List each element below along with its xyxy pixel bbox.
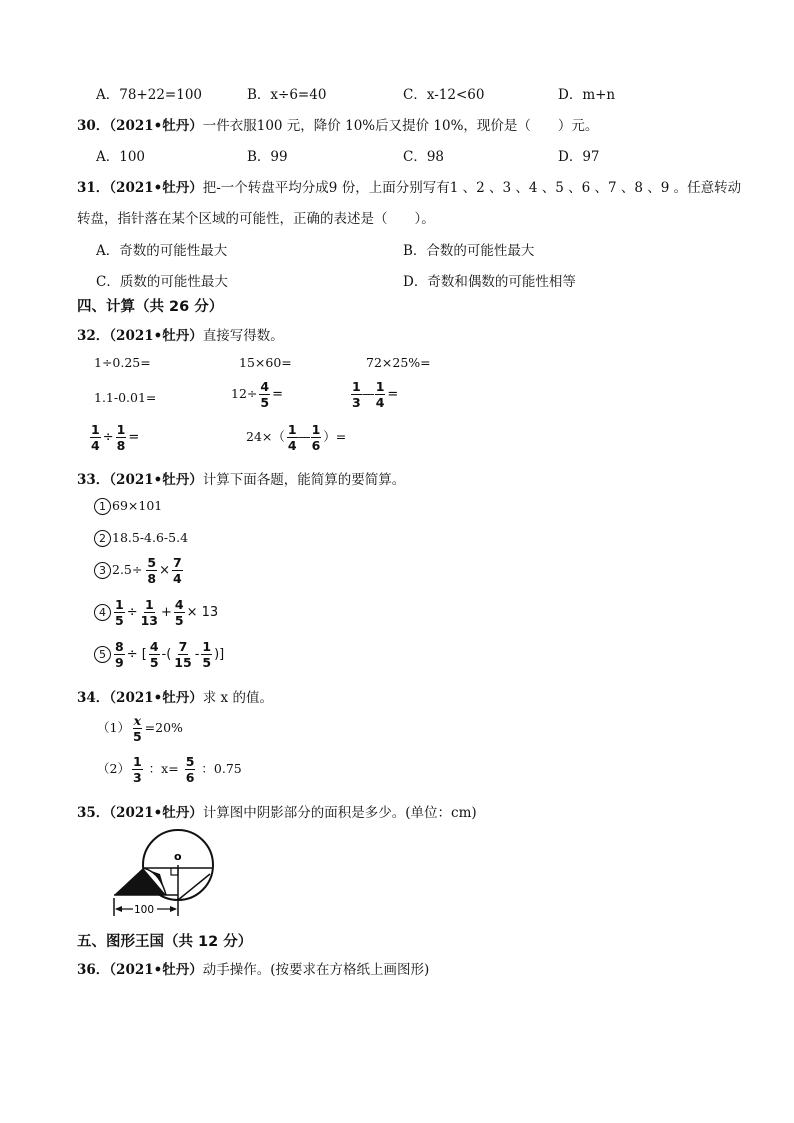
- divide: ÷: [102, 430, 114, 445]
- arrow-right-icon: [170, 906, 177, 912]
- q30-option-b: B．99: [247, 149, 288, 165]
- question-text: 直接写得数。: [202, 328, 284, 344]
- denominator: 4: [91, 438, 100, 453]
- circled-number: 4: [94, 604, 111, 621]
- fraction: [132, 755, 143, 784]
- fraction: [149, 640, 160, 669]
- circled-number: 2: [94, 530, 111, 547]
- expr-suffix: ）=: [323, 429, 347, 444]
- question-source: （2021•牡丹）: [109, 962, 203, 978]
- q33-part-5: [94, 640, 224, 669]
- denominator: 4: [375, 395, 385, 410]
- q30-option-d: D．97: [558, 149, 600, 165]
- numerator: 5: [185, 754, 195, 769]
- minus: -: [194, 647, 200, 662]
- denominator: 13: [140, 613, 159, 628]
- center-label: o: [174, 850, 182, 863]
- numerator: 1: [375, 379, 385, 394]
- numerator: 4: [174, 597, 184, 612]
- fraction: [185, 755, 196, 784]
- question-text-line1: 把-一个转盘平均分成9 份，上面分别写有1 、2 、3 、4 、5 、6 、7 、8 、9 。任意转动: [202, 180, 742, 196]
- fraction: [114, 640, 125, 669]
- question-36: [77, 958, 429, 978]
- fraction: [140, 598, 159, 627]
- question-text: 计算图中阴影部分的面积是多少。(单位：cm): [202, 805, 477, 821]
- numerator: x: [133, 713, 142, 728]
- dimension-label: 100: [134, 904, 155, 916]
- equals: =: [128, 430, 140, 445]
- circled-number: 3: [94, 562, 111, 579]
- fraction: [172, 556, 183, 585]
- question-30: [77, 114, 598, 134]
- denominator: 3: [132, 770, 142, 785]
- fraction: [173, 640, 192, 669]
- q29-option-b: B．x÷6=40: [247, 87, 327, 103]
- fraction: [90, 423, 101, 452]
- question-text: 计算下面各题，能简算的要简算。: [202, 472, 406, 488]
- question-text: 求 x 的值。: [202, 690, 273, 706]
- fraction: [174, 598, 185, 627]
- denominator: 5: [260, 395, 270, 410]
- fraction: [351, 380, 362, 409]
- denominator: 6: [311, 438, 321, 453]
- denominator: 3: [352, 395, 361, 410]
- denominator: 5: [132, 729, 142, 744]
- expression: 69×101: [112, 498, 163, 513]
- denominator: 5: [202, 655, 212, 670]
- numerator: 1: [132, 754, 142, 769]
- expr-prefix: 24×（: [246, 429, 285, 444]
- numerator: 4: [149, 639, 159, 654]
- q31-option-c: C．质数的可能性最大: [96, 274, 228, 290]
- numerator: 1: [115, 597, 124, 612]
- close-brackets: )]: [214, 647, 225, 662]
- denominator: 4: [172, 571, 182, 586]
- section-5-title: 五、图形王国（共 12 分）: [77, 934, 253, 950]
- q32-item-1: 1÷0.25=: [94, 355, 151, 370]
- circled-number: 1: [94, 498, 111, 515]
- fraction: [201, 640, 212, 669]
- expression: 18.5-4.6-5.4: [112, 530, 189, 545]
- numerator: 1: [116, 422, 126, 437]
- denominator: 5: [115, 613, 124, 628]
- denominator: 5: [174, 613, 184, 628]
- numerator: 7: [172, 555, 182, 570]
- minus: —: [361, 387, 375, 402]
- expr-suffix: × 13: [186, 605, 219, 620]
- divide: ÷: [126, 605, 138, 620]
- question-number: 32．: [77, 328, 110, 344]
- q29-option-c: C．x-12<60: [403, 87, 485, 103]
- fraction: [146, 556, 157, 585]
- part-label: （2）: [97, 761, 130, 776]
- q32-item-2: 15×60=: [239, 355, 292, 370]
- numerator: 1: [144, 597, 154, 612]
- q34-part-1: [97, 714, 183, 743]
- numerator: 7: [178, 639, 188, 654]
- denominator: 9: [115, 655, 124, 670]
- q33-part-2: [94, 530, 188, 547]
- fraction: [114, 598, 125, 627]
- part-label: （1）: [97, 720, 130, 735]
- question-source: （2021•牡丹）: [109, 328, 203, 344]
- question-34: [77, 686, 273, 706]
- right-angle-mark: [171, 868, 178, 875]
- question-31-line2: 转盘，指针落在某个区域的可能性，正确的表述是（ ）。: [77, 211, 435, 227]
- numerator: 1: [202, 639, 212, 654]
- equals: =: [272, 387, 283, 402]
- q32-item-6: [349, 380, 398, 409]
- plus: +: [161, 605, 172, 620]
- fraction: [375, 380, 386, 409]
- numerator: 4: [260, 379, 270, 394]
- expr-prefix: 12÷: [231, 386, 258, 401]
- question-number: 31．: [77, 180, 110, 196]
- question-number: 35．: [77, 805, 110, 821]
- fraction: [116, 423, 127, 452]
- numerator: 1: [311, 422, 321, 437]
- question-number: 30．: [77, 118, 110, 134]
- question-source: （2021•牡丹）: [109, 118, 203, 134]
- question-35: [77, 801, 477, 821]
- circled-number: 5: [94, 646, 111, 663]
- fraction: [259, 380, 270, 409]
- question-32: [77, 324, 284, 344]
- shaded-area-figure: [100, 828, 225, 920]
- question-number: 34．: [77, 690, 110, 706]
- ratio-middle: ：x=: [148, 761, 179, 776]
- expr-suffix: ：0.75: [201, 761, 242, 776]
- divide-bracket: ÷ [: [126, 647, 147, 662]
- q31-option-d: D．奇数和偶数的可能性相等: [403, 274, 576, 290]
- question-33: [77, 468, 405, 488]
- denominator: 15: [174, 655, 192, 670]
- q33-part-3: [94, 556, 185, 585]
- numerator: 1: [287, 422, 297, 437]
- expr-prefix: 2.5÷: [112, 562, 143, 577]
- numerator: 5: [147, 555, 157, 570]
- q30-option-a: A．100: [96, 149, 146, 165]
- question-number: 36．: [77, 962, 110, 978]
- denominator: 5: [149, 655, 159, 670]
- question-source: （2021•牡丹）: [109, 180, 203, 196]
- denominator: 8: [116, 438, 126, 453]
- question-text: 一件衣服100 元，降价 10%后又提价 10%，现价是（ ）元。: [202, 118, 599, 134]
- q34-part-2: [97, 755, 242, 784]
- q33-part-4: [94, 598, 218, 627]
- section-4-title: 四、计算（共 26 分）: [77, 299, 224, 315]
- question-source: （2021•牡丹）: [109, 805, 203, 821]
- q31-option-a: A．奇数的可能性最大: [96, 243, 228, 259]
- minus-paren: -(: [161, 647, 172, 662]
- minus: —: [297, 430, 311, 445]
- q29-option-d: D．m+n: [558, 87, 616, 103]
- denominator: 8: [147, 571, 157, 586]
- denominator: 6: [185, 770, 195, 785]
- fraction: [287, 423, 298, 452]
- arrow-left-icon: [115, 906, 122, 912]
- q32-item-3: 72×25%=: [366, 355, 431, 370]
- q30-option-c: C．98: [403, 149, 445, 165]
- question-source: （2021•牡丹）: [109, 690, 203, 706]
- expr-suffix: =20%: [144, 720, 183, 735]
- q32-item-5: [231, 380, 283, 409]
- question-text: 动手操作。(按要求在方格纸上画图形): [202, 962, 430, 978]
- fraction: [132, 714, 143, 743]
- numerator: 1: [91, 422, 100, 437]
- fraction: [311, 423, 322, 452]
- question-number: 33．: [77, 472, 110, 488]
- q32-item-7: [88, 423, 139, 452]
- denominator: 4: [287, 438, 297, 453]
- q33-part-1: [94, 498, 162, 515]
- q32-item-8: [246, 423, 346, 452]
- times: ×: [159, 563, 170, 578]
- q31-option-b: B．合数的可能性最大: [403, 243, 535, 259]
- numerator: 8: [115, 639, 124, 654]
- equals: =: [387, 387, 399, 402]
- q32-item-4: 1.1-0.01=: [94, 390, 157, 405]
- q29-option-a: A．78+22=100: [96, 87, 202, 103]
- question-31: [77, 176, 741, 196]
- numerator: 1: [352, 379, 361, 394]
- question-source: （2021•牡丹）: [109, 472, 203, 488]
